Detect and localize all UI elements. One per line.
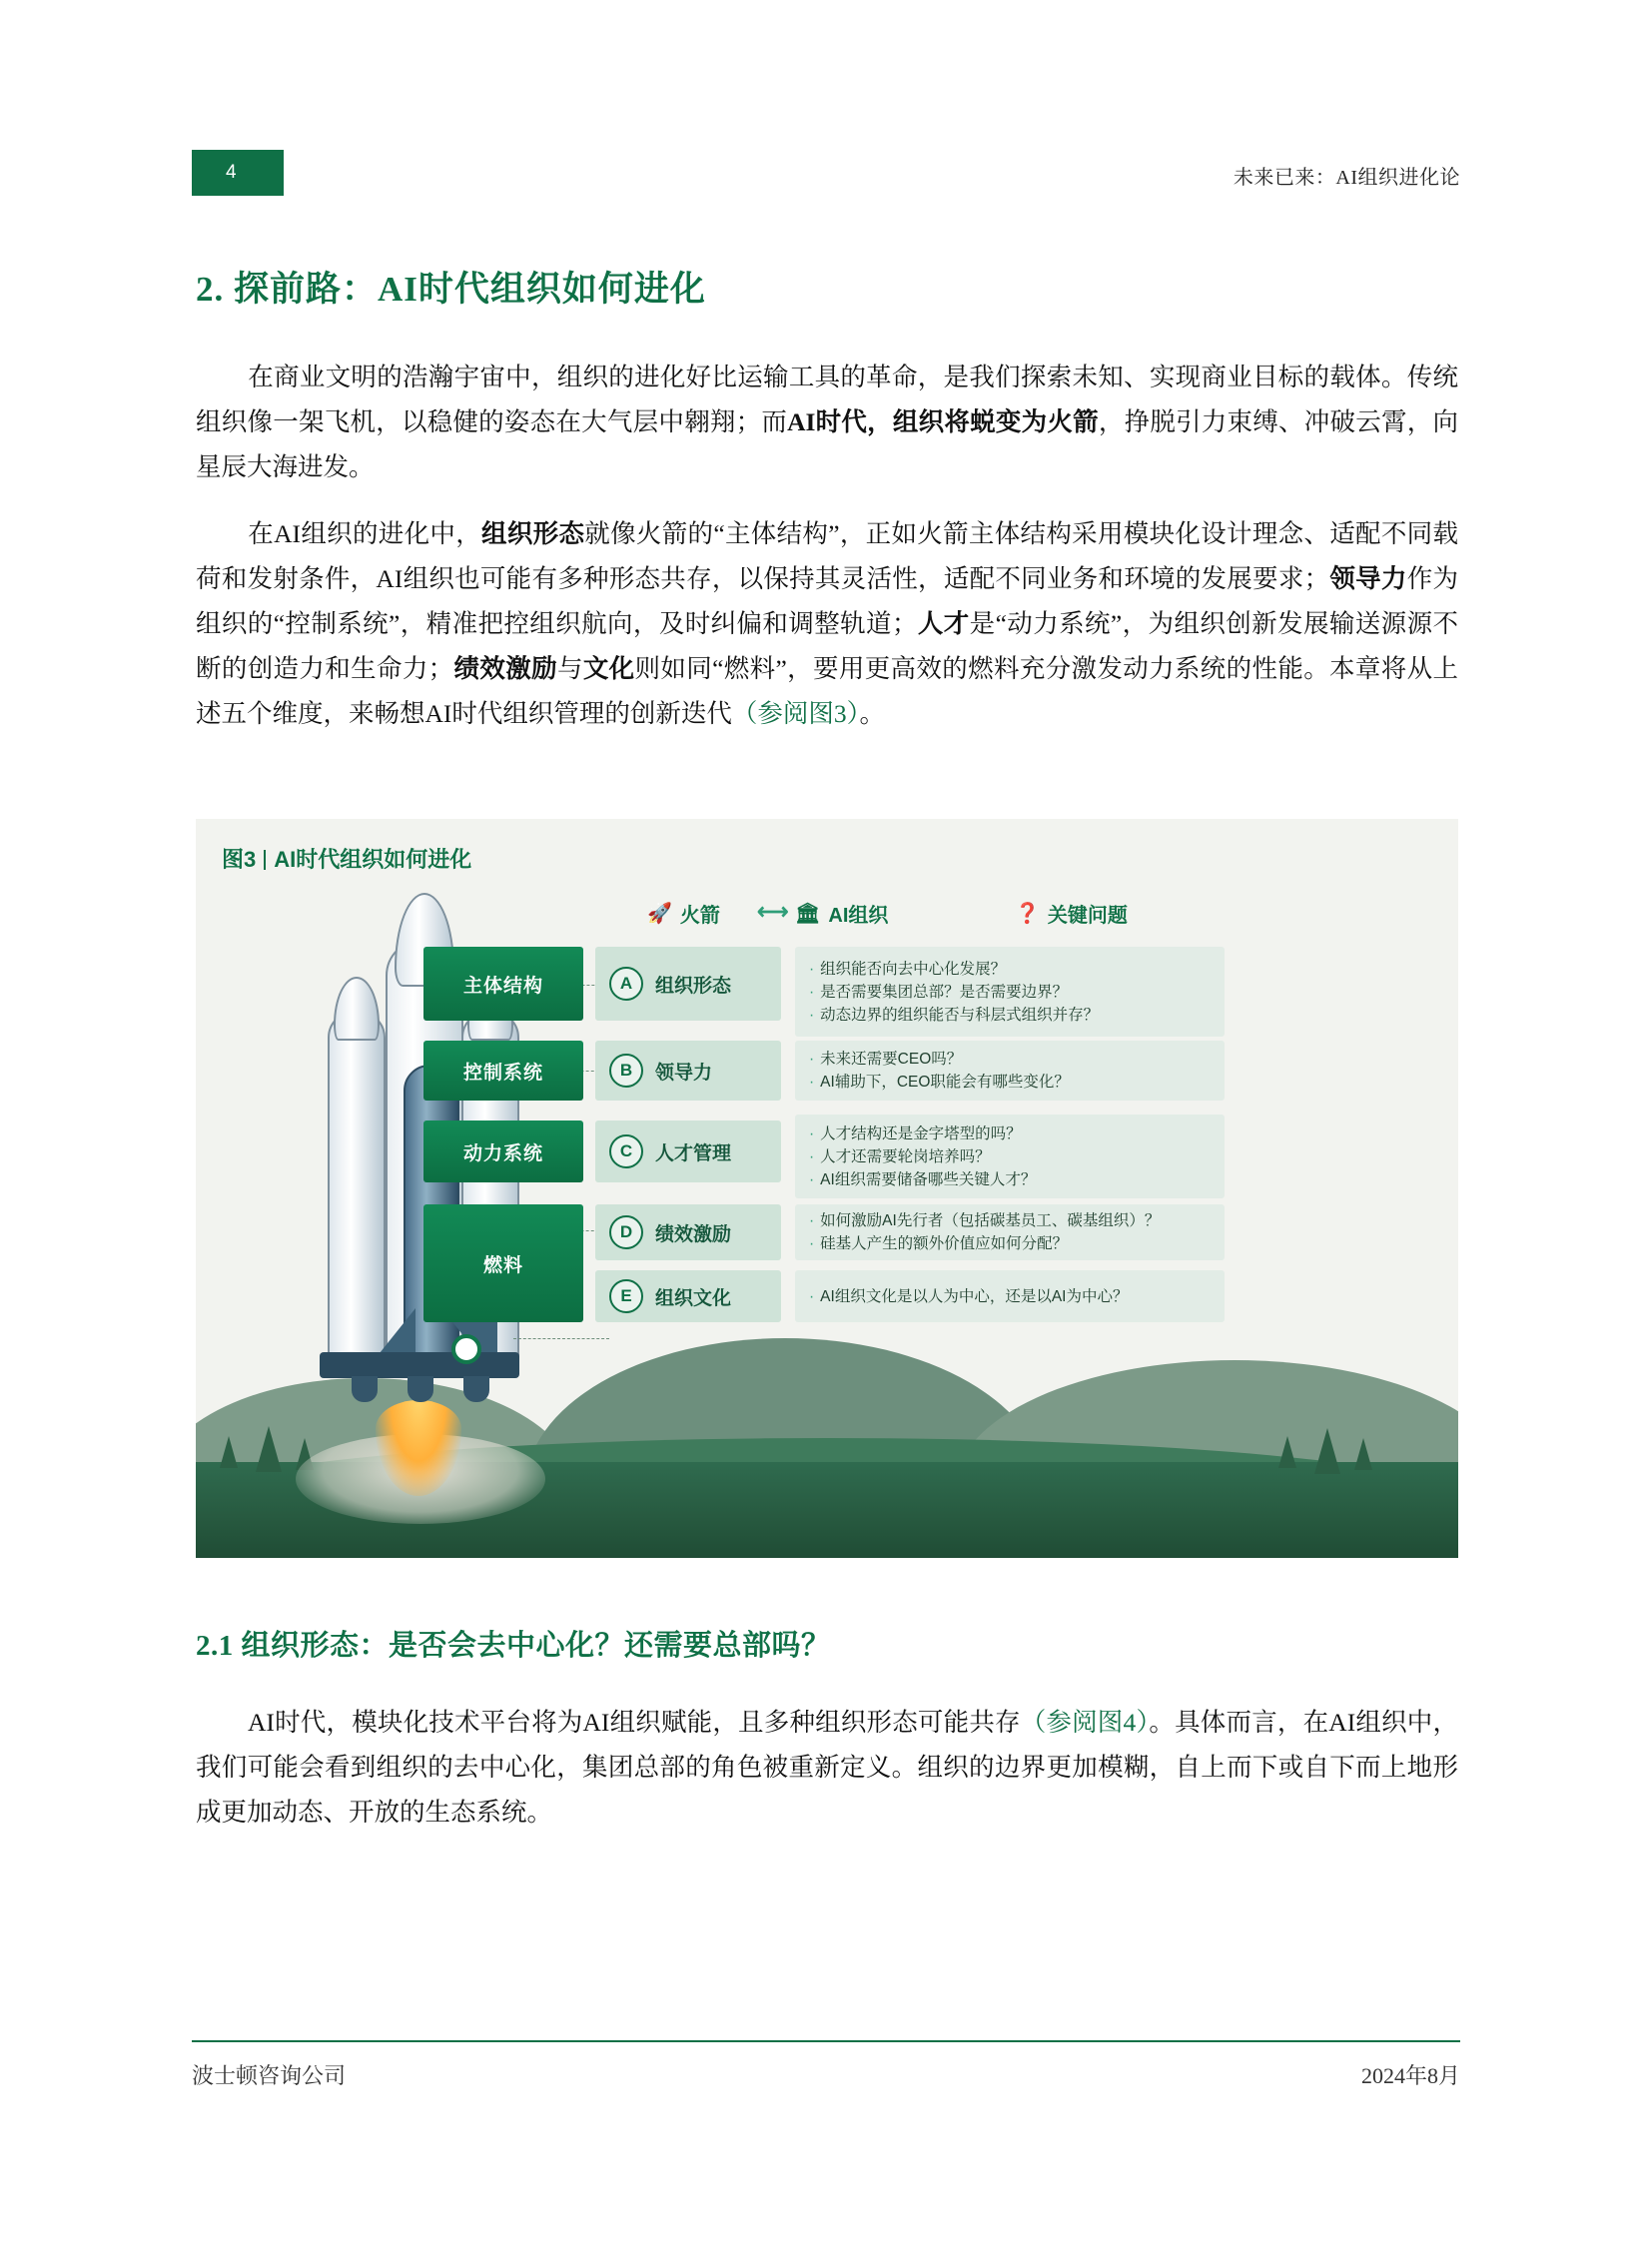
p2-part-a: 在AI组织的进化中， xyxy=(248,519,482,548)
rocket-nozzle xyxy=(463,1376,489,1402)
question-item: · 人才结构还是金字塔型的吗？ xyxy=(809,1124,1022,1142)
questions-row-d xyxy=(795,1204,1225,1260)
questions-row-e xyxy=(795,1270,1225,1322)
dimension-row-a[interactable] xyxy=(595,947,781,1021)
p2-part-d: 作为组织的“控制系统”，精准把控组织航向，及时纠偏和调整轨道； xyxy=(196,564,1458,638)
rocket-part-label: 动力系统 xyxy=(462,1142,543,1164)
question-item: · 动态边界的组织能否与科层式组织并存？ xyxy=(809,1006,1100,1024)
tree-icon xyxy=(1278,1436,1296,1468)
dimension-row-e[interactable] xyxy=(595,1270,781,1322)
legend-rocket xyxy=(647,899,720,928)
figure-3-reference: （参阅图3） xyxy=(731,699,860,728)
connector-line xyxy=(513,1338,609,1340)
tree-icon xyxy=(1314,1428,1340,1474)
paragraph-2 xyxy=(196,511,1458,736)
p2-part-g: 则如同“燃料”，要用更高效的燃料充分激发动力系统的性能。本章将从上述五个维度，来畅想AI时代组织管理的创新迭代 xyxy=(196,654,1458,728)
footer-date: 2024年8月 xyxy=(1360,2063,1460,2088)
legend-questions xyxy=(1015,899,1128,928)
p2-part-f: 与 xyxy=(556,654,583,683)
rocket-icon: 🚀 xyxy=(647,903,672,925)
row-letter-badge: C xyxy=(609,1134,643,1168)
p2-bold-4: 绩效激励 xyxy=(453,654,557,683)
question-item: · AI辅助下，CEO职能会有哪些变化？ xyxy=(809,1074,1070,1091)
questions-row-a xyxy=(795,947,1225,1037)
dimension-label: 领导力 xyxy=(655,1062,713,1084)
rocket-nozzle xyxy=(408,1376,433,1402)
p2-part-c: 就像火箭的“主体结构”，正如火箭主体结构采用模块化设计理念、适配不同载荷和发射条件，AI组织也可能有多种形态共存，以保持其灵活性，适配不同业务和环境的发展要求； xyxy=(196,519,1458,593)
figure-title-text: 图3 AI时代组织如何进化 xyxy=(222,847,472,872)
rocket-part-control xyxy=(423,1041,583,1101)
question-item: · 是否需要集团总部？是否需要边界？ xyxy=(809,983,1069,1001)
paragraph-3 xyxy=(196,1700,1458,1835)
question-item: · 组织能否向去中心化发展？ xyxy=(809,960,1007,978)
p2-end: 。 xyxy=(859,699,885,728)
page-number: 4 xyxy=(226,162,238,183)
paragraph-1 xyxy=(196,355,1458,489)
rocket-part-label: 控制系统 xyxy=(462,1062,543,1084)
dimension-label: 组织文化 xyxy=(655,1287,732,1309)
questions-row-c xyxy=(795,1115,1225,1198)
dimension-label: 组织形态 xyxy=(655,975,732,997)
p2-bold-1: 组织形态 xyxy=(481,519,585,548)
p2-part-e: 是“动力系统”，为组织创新发展输送源源不断的创造力和生命力； xyxy=(196,609,1458,683)
p3-part-b: 。具体而言，在AI组织中，我们可能会看到组织的去中心化，集团总部的角色被重新定义。组织的边界更加模糊，自上而下或自下而上地形成更加动态、开放的生态系统。 xyxy=(196,1708,1458,1827)
question-item: · AI组织需要储备哪些关键人才？ xyxy=(809,1170,1037,1188)
page-header xyxy=(192,150,1460,196)
row-letter-badge: E xyxy=(609,1279,643,1313)
dimension-label: 绩效激励 xyxy=(655,1223,732,1245)
row-letter-badge: D xyxy=(609,1215,643,1249)
hotspot-node-fuel[interactable] xyxy=(451,1334,481,1364)
rocket-part-structure xyxy=(423,947,583,1021)
document-running-title: 未来已来：AI组织进化论 xyxy=(1233,167,1460,189)
p2-bold-2: 领导力 xyxy=(1329,564,1407,593)
section-heading-2: 2. 探前路：AI时代组织如何进化 xyxy=(196,270,706,309)
p2-bold-3: 人才 xyxy=(917,609,970,638)
dimension-row-d[interactable] xyxy=(595,1204,781,1260)
dimension-label: 人才管理 xyxy=(655,1142,732,1164)
tree-icon xyxy=(1354,1438,1372,1470)
rocket-engine-plate xyxy=(320,1352,519,1378)
rocket-part-label: 主体结构 xyxy=(462,975,543,997)
rocket-part-fuel xyxy=(423,1204,583,1322)
footer-divider xyxy=(192,2040,1460,2042)
building-icon: 🏛 xyxy=(795,903,821,925)
figure-3 xyxy=(196,819,1458,1558)
question-item: · AI组织文化是以人为中心，还是以AI为中心？ xyxy=(809,1287,1129,1305)
rocket-part-power xyxy=(423,1120,583,1182)
row-letter-badge: A xyxy=(609,967,643,1001)
dimension-row-b[interactable] xyxy=(595,1041,781,1101)
p1-part-c: ，挣脱引力束缚、冲破云霄，向星辰大海进发。 xyxy=(196,407,1458,481)
legend-organization xyxy=(795,899,888,928)
p2-bold-5: 文化 xyxy=(582,654,635,683)
question-item: · 如何激励AI先行者（包括碳基员工、碳基组织）？ xyxy=(809,1212,1161,1229)
section-heading-2-1: 2.1 组织形态：是否会去中心化？还需要总部吗？ xyxy=(196,1630,831,1662)
legend-rocket-label: 火箭 xyxy=(679,905,720,927)
figure-4-reference: （参阅图4） xyxy=(1020,1708,1150,1737)
tree-icon xyxy=(220,1436,238,1468)
double-arrow-icon: ⟷ xyxy=(757,899,789,924)
legend-arrow xyxy=(757,899,789,925)
legend-org-label: AI组织 xyxy=(828,905,889,927)
question-mark-icon: ❓ xyxy=(1015,903,1040,925)
question-item: · 硅基人产生的额外价值应如何分配？ xyxy=(809,1235,1069,1252)
question-item: · 人才还需要轮岗培养吗？ xyxy=(809,1147,991,1165)
footer-company: 波士顿咨询公司 xyxy=(192,2063,347,2088)
questions-row-b xyxy=(795,1041,1225,1101)
p3-part-a: AI时代，模块化技术平台将为AI组织赋能，且多种组织形态可能共存 xyxy=(248,1708,1021,1737)
figure-title xyxy=(222,843,471,874)
rocket-nozzle xyxy=(352,1376,378,1402)
dimension-row-c[interactable] xyxy=(595,1120,781,1182)
p1-part-a: 在商业文明的浩瀚宇宙中，组织的进化好比运输工具的革命，是我们探索未知、实现商业目标的载体。传统组织像一架飞机，以稳健的姿态在大气层中翱翔；而 xyxy=(196,363,1458,436)
legend-questions-label: 关键问题 xyxy=(1047,905,1128,927)
header-color-band xyxy=(192,150,284,196)
question-item: · 未来还需要CEO吗？ xyxy=(809,1051,963,1068)
p1-bold: AI时代，组织将蜕变为火箭 xyxy=(787,407,1099,436)
row-letter-badge: B xyxy=(609,1054,643,1088)
rocket-part-label: 燃料 xyxy=(482,1254,523,1276)
booster-nose-left xyxy=(334,977,380,1041)
